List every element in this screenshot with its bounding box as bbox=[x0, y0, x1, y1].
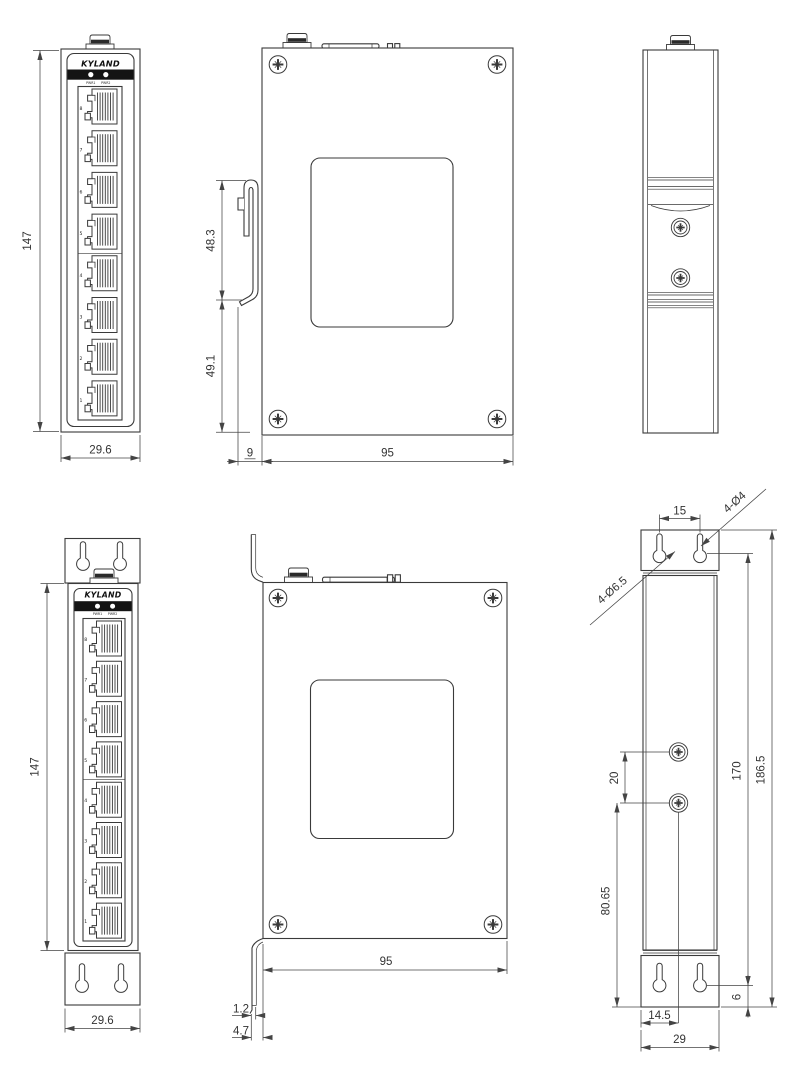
view-rear-wall-mount bbox=[590, 489, 777, 1052]
dimension-slot-spacing bbox=[660, 506, 701, 533]
view-front-wall-mount bbox=[30, 539, 141, 1033]
wall-plate-top bbox=[251, 535, 263, 583]
top-vent-strip bbox=[323, 577, 395, 582]
din-clip-step bbox=[238, 198, 244, 210]
callout-holes-small bbox=[701, 489, 766, 546]
led-pwr2-icon bbox=[103, 72, 108, 77]
port-number: 7 bbox=[84, 678, 88, 684]
dim-label: 80.65 bbox=[600, 886, 613, 916]
power-terminal-icon bbox=[283, 34, 311, 49]
port-number: 5 bbox=[84, 758, 88, 764]
led-label-pwr2: PWR2 bbox=[107, 612, 118, 617]
port-number: 8 bbox=[79, 107, 83, 112]
chassis-outline bbox=[262, 48, 513, 435]
dimension-hole-edge bbox=[732, 975, 749, 1018]
mounting-plate-bottom bbox=[65, 953, 140, 1005]
dim-label: 14.5 bbox=[648, 1010, 671, 1022]
chassis-outline bbox=[263, 583, 507, 939]
view-side-wall-mount bbox=[232, 535, 507, 1041]
dim-label: 20 bbox=[609, 771, 621, 785]
dimension-clip-lower bbox=[206, 300, 251, 432]
dim-label: 6 bbox=[731, 993, 744, 1001]
led-band bbox=[75, 601, 132, 611]
dim-label: 4-Ø4 bbox=[721, 489, 749, 516]
dimension-front-width bbox=[65, 1009, 140, 1033]
dim-label: 1.2 bbox=[233, 1003, 249, 1016]
mounting-plate-top bbox=[641, 530, 719, 571]
port-number: 7 bbox=[79, 148, 83, 154]
screw-icon bbox=[488, 56, 506, 74]
dim-label: 15 bbox=[673, 505, 687, 518]
dim-label: 4.7 bbox=[233, 1025, 249, 1038]
screw-icon bbox=[671, 269, 689, 287]
view-front-din-rail bbox=[22, 35, 140, 462]
port-number: 2 bbox=[84, 879, 88, 885]
port-number: 4 bbox=[84, 799, 88, 805]
dim-label: 9 bbox=[246, 447, 254, 460]
port-number: 8 bbox=[84, 638, 88, 643]
power-terminal-icon bbox=[86, 35, 114, 50]
mounting-plate-bottom bbox=[641, 956, 719, 1008]
dimension-front-height bbox=[22, 51, 59, 432]
dimension-front-height bbox=[30, 584, 65, 951]
brand-logo: KYLAND bbox=[84, 590, 122, 600]
screw-icon bbox=[488, 410, 506, 428]
dim-label: 29 bbox=[673, 1034, 686, 1046]
chassis-outline bbox=[643, 50, 718, 433]
dimension-screws-to-plate bbox=[601, 803, 642, 1007]
power-terminal-icon bbox=[90, 569, 118, 584]
port-number: 6 bbox=[84, 718, 88, 724]
port-number: 1 bbox=[79, 398, 83, 404]
port-number: 3 bbox=[79, 315, 83, 321]
led-pwr2-icon bbox=[110, 604, 115, 609]
screw-icon bbox=[269, 410, 287, 428]
dimension-depth bbox=[262, 436, 513, 466]
top-tab bbox=[388, 575, 393, 582]
port-number: 6 bbox=[79, 190, 83, 196]
screw-icon bbox=[269, 916, 287, 934]
chassis-outline bbox=[643, 576, 717, 951]
dimension-depth bbox=[263, 941, 507, 1041]
screw-icon bbox=[669, 794, 687, 812]
port-number: 1 bbox=[84, 920, 88, 926]
dim-label: 95 bbox=[379, 956, 393, 968]
dim-label: 186.5 bbox=[755, 755, 768, 785]
dim-label: 147 bbox=[22, 231, 34, 251]
screw-icon bbox=[669, 743, 687, 761]
led-band bbox=[68, 70, 134, 80]
port-number: 2 bbox=[79, 357, 83, 363]
dimension-plate-offset bbox=[232, 1026, 270, 1038]
dim-label: 49.1 bbox=[205, 354, 218, 378]
dim-label: 95 bbox=[381, 447, 394, 460]
port-number: 5 bbox=[79, 232, 83, 238]
view-rear-din-rail bbox=[643, 36, 718, 434]
dim-label: 170 bbox=[731, 761, 744, 781]
led-label-pwr1: PWR1 bbox=[92, 612, 103, 617]
led-label-pwr2: PWR2 bbox=[101, 80, 111, 85]
screw-icon bbox=[484, 589, 502, 607]
led-pwr1-icon bbox=[88, 72, 93, 77]
led-label-pwr1: PWR1 bbox=[86, 80, 96, 85]
dim-label: 29.6 bbox=[91, 1015, 114, 1027]
dim-label: 147 bbox=[29, 757, 42, 777]
screw-icon bbox=[269, 589, 287, 607]
dimension-front-width bbox=[61, 435, 140, 462]
port-number: 4 bbox=[79, 273, 83, 279]
power-terminal-icon bbox=[667, 36, 695, 51]
led-pwr1-icon bbox=[95, 604, 100, 609]
port-number: 3 bbox=[84, 839, 88, 845]
dim-label: 4-Ø6.5 bbox=[595, 574, 630, 607]
dim-label: 29.6 bbox=[89, 444, 112, 457]
screw-icon bbox=[484, 916, 502, 934]
screw-icon bbox=[671, 218, 689, 236]
screw-icon bbox=[269, 56, 287, 74]
brand-logo: KYLAND bbox=[81, 58, 120, 69]
dimension-overall-height bbox=[721, 530, 777, 1007]
dim-label: 48.3 bbox=[205, 229, 218, 252]
view-side-din-rail bbox=[206, 34, 514, 466]
top-tab bbox=[395, 575, 400, 582]
power-terminal-icon bbox=[285, 568, 313, 583]
